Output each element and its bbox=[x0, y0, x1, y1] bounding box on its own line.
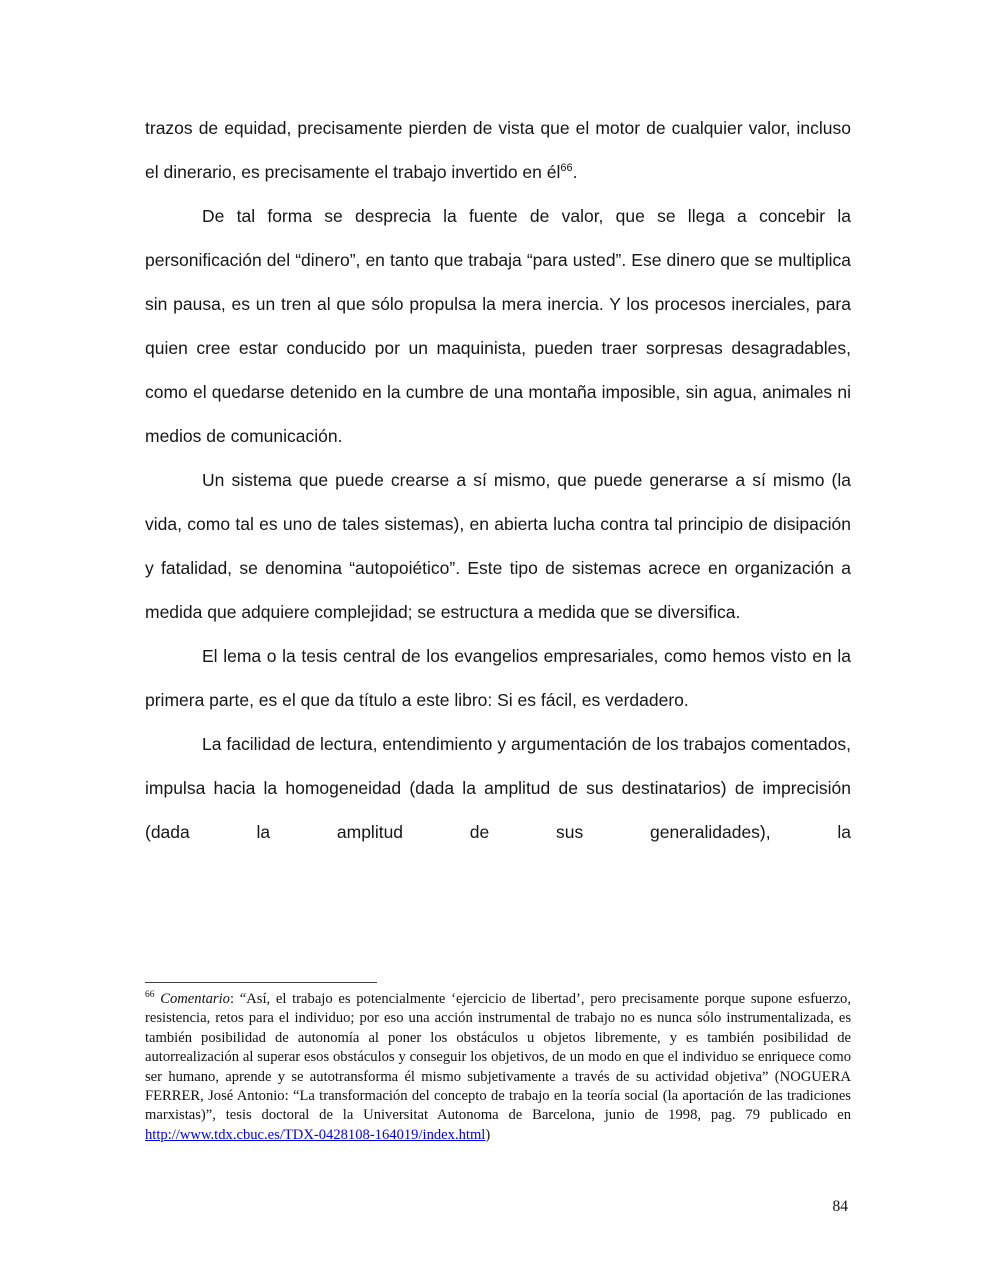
footnote-close-paren: ) bbox=[485, 1126, 491, 1143]
footnote-text: : “Así, el trabajo es potencialmente ‘ejercicio de libertad’, pero precisamente porque supone esfuerzo, resistencia, retos para el individuo; por eso una acción instrumental de trabajo no es nunca sólo instrumentalizada, es también posibilidad de autonomía al poner los obstáculos u objetos libremente, y es también posibilidad de autorrealización al superar esos obstáculos y conseguir los objetivos, de un modo en que el individuo se enriquece como ser humano, aprende y se autotransforma él mismo subjetivamente a través de su actividad objetiva” (NOGUERA FERRER, José Antonio: “La transformación del concepto de trabajo en la teoría social (la aportación de las tradiciones marxistas)”, tesis doctoral de la Universitat Autonoma de Barcelona, junio de 1998, pag. 79 publicado en bbox=[145, 991, 851, 1124]
paragraph-3: Un sistema que puede crearse a sí mismo, que puede generarse a sí mismo (la vida, como tal es uno de tales sistemas), en abierta lucha contra tal principio de disipación y fatalidad, se denomina “autopoiético”. Este tipo de sistemas acrece en organización a medida que adquiere complejidad; se estructura a medida que se diversifica. bbox=[145, 470, 851, 622]
paragraph-4: El lema o la tesis central de los evangelios empresariales, como hemos visto en la primera parte, es el que da título a este libro: Si es fácil, es verdadero. bbox=[145, 646, 851, 710]
page-body bbox=[145, 106, 851, 854]
paragraph-2: De tal forma se desprecia la fuente de valor, que se llega a concebir la personificación del “dinero”, en tanto que trabaja “para usted”. Ese dinero que se multiplica sin pausa, es un tren al que sólo propulsa la mera inercia. Y los procesos inerciales, para quien cree estar conducido por un maquinista, pueden traer sorpresas desagradables, como el quedarse detenido en la cumbre de una montaña imposible, sin agua, animales ni medios de comunicación. bbox=[145, 206, 851, 446]
paragraph-1-text: trazos de equidad, precisamente pierden de vista que el motor de cualquier valor, incluso el dinerario, es precisamente el trabajo invertido en él bbox=[145, 118, 851, 182]
footnote-label: Comentario bbox=[160, 991, 230, 1007]
footnote-reference-66: 66 bbox=[560, 162, 573, 175]
paragraph-1-period: . bbox=[572, 162, 578, 182]
page-number: 84 bbox=[832, 1198, 848, 1215]
footnote-marker: 66 bbox=[145, 990, 155, 1001]
footnote-link[interactable]: http://www.tdx.cbuc.es/TDX-0428108-164019/index.html bbox=[145, 1126, 486, 1143]
footnote-separator bbox=[145, 982, 377, 983]
paragraph-1 bbox=[145, 106, 851, 194]
footnote-area bbox=[145, 982, 851, 1145]
paragraph-5: La facilidad de lectura, entendimiento y argumentación de los trabajos comentados, impulsa hacia la homogeneidad (dada la amplitud de sus destinatarios) de imprecisión (dada la amplitud de sus generalidades), la bbox=[145, 734, 851, 842]
footnote-66 bbox=[145, 990, 851, 1145]
